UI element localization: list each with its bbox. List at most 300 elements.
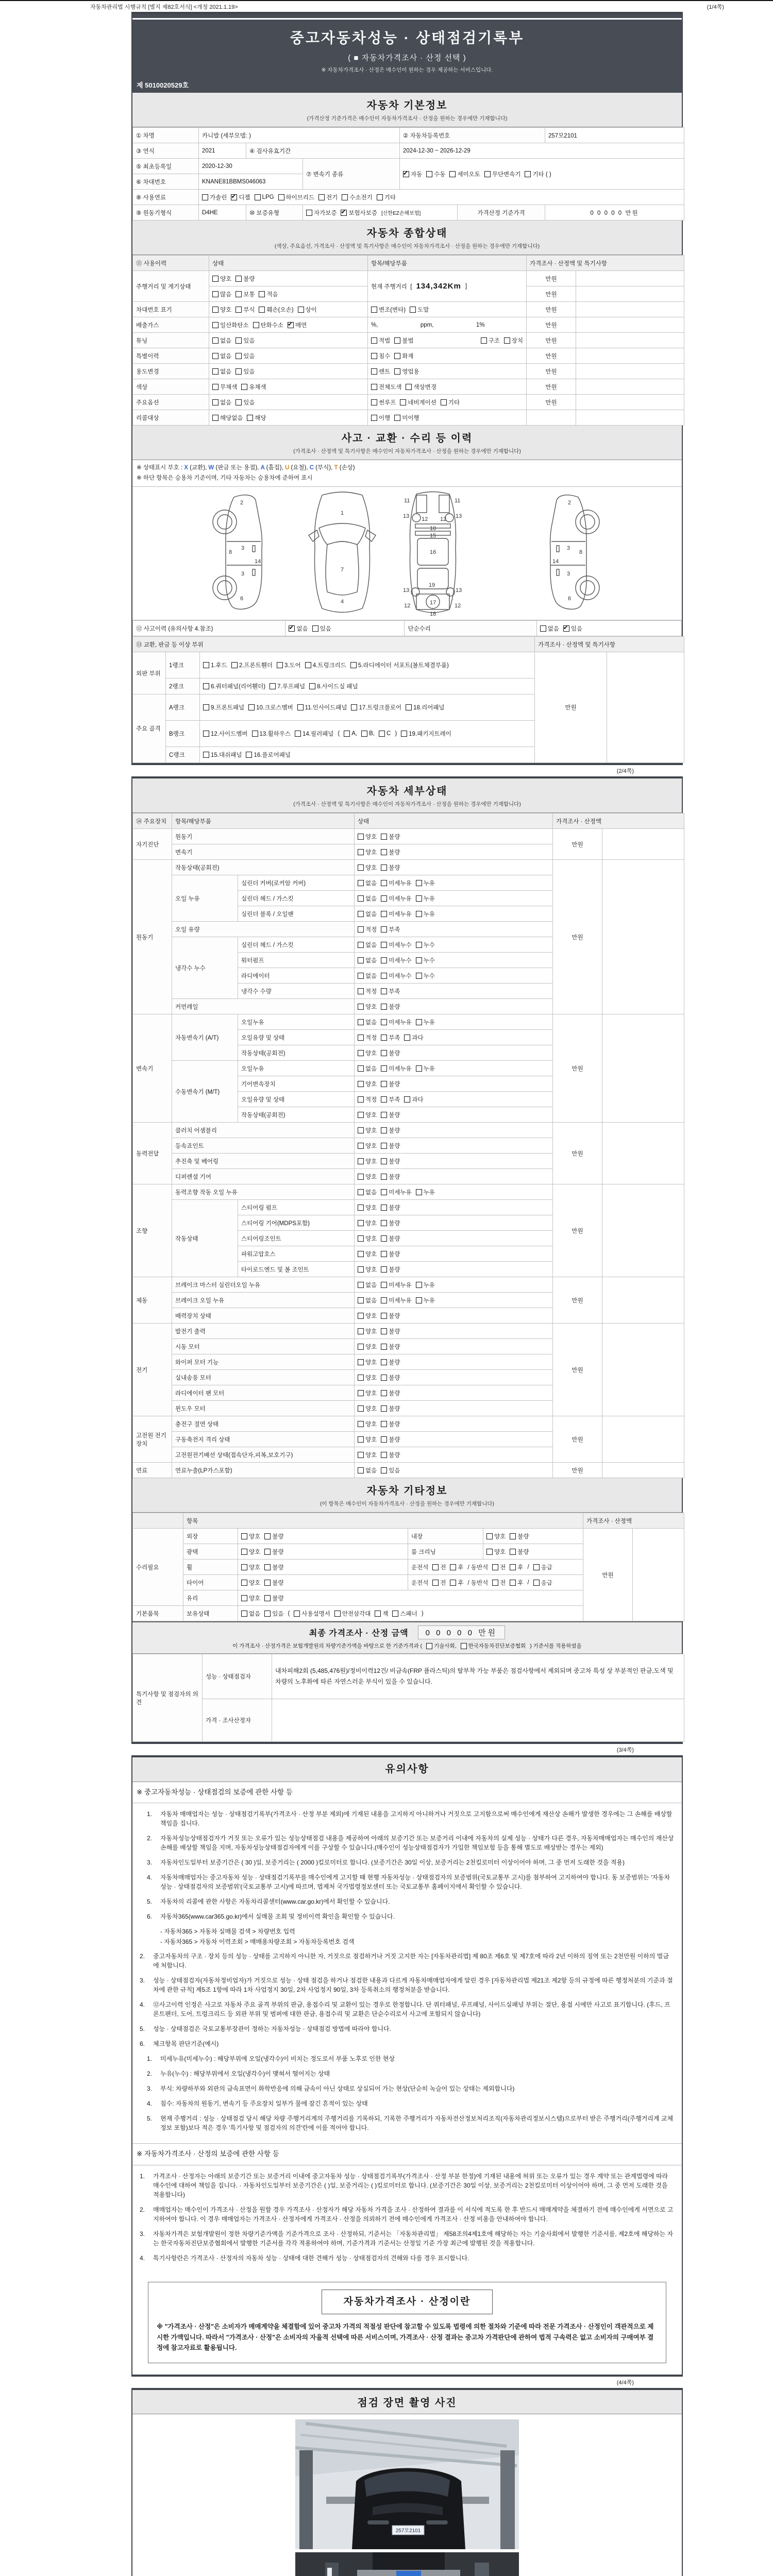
checkbox[interactable] [358, 1389, 377, 1397]
checkbox[interactable] [416, 972, 435, 980]
checkbox-box [510, 1549, 516, 1555]
checkbox-box [484, 171, 491, 177]
checkbox[interactable] [381, 1250, 400, 1258]
token-group [358, 1435, 549, 1444]
checkbox[interactable] [377, 193, 396, 201]
checkbox[interactable] [416, 1188, 435, 1196]
checkbox-box [358, 1390, 364, 1396]
checkbox[interactable] [450, 1579, 463, 1587]
checkbox[interactable] [381, 894, 411, 903]
checkbox[interactable] [450, 1563, 463, 1571]
checkbox[interactable] [381, 956, 411, 964]
checkbox-box [371, 368, 377, 375]
checkbox[interactable] [212, 367, 231, 376]
checkbox-box [334, 1611, 341, 1617]
checkbox[interactable] [358, 1033, 377, 1042]
checkbox-box [381, 1375, 387, 1381]
checkbox[interactable] [203, 730, 248, 738]
checkbox[interactable] [406, 703, 444, 711]
token-group [212, 336, 364, 345]
checkbox[interactable] [309, 682, 358, 690]
checkbox[interactable] [410, 306, 429, 314]
checkbox[interactable] [540, 624, 559, 633]
checkbox[interactable] [264, 1594, 283, 1602]
detail-price-cell: 만원 [553, 1324, 602, 1416]
detail-subitem-label: 스티어링 기어(MDPS포함) [238, 1215, 355, 1231]
checkbox[interactable] [381, 1343, 400, 1351]
checkbox[interactable] [381, 1404, 400, 1413]
checkbox[interactable] [358, 1157, 377, 1165]
text-token: 현재 주행거리 [ [371, 283, 412, 290]
svg-text:6: 6 [240, 596, 244, 602]
detail-state-cell [355, 922, 553, 937]
checkbox[interactable] [381, 1358, 400, 1366]
checkbox[interactable] [358, 1080, 377, 1088]
checkbox-box [358, 1127, 364, 1133]
checkbox[interactable] [255, 194, 274, 200]
checkbox[interactable] [381, 1281, 411, 1289]
checkbox[interactable] [358, 1451, 377, 1459]
checkbox[interactable] [231, 661, 273, 669]
notice-number: 2. [140, 2206, 145, 2213]
checkbox[interactable] [416, 941, 435, 949]
checkbox[interactable] [358, 1064, 377, 1073]
checkbox-label: A, [351, 731, 358, 737]
pricing-info-box [148, 2282, 666, 2363]
checkbox[interactable] [486, 1548, 506, 1556]
legend-desc: (교환), [190, 465, 209, 471]
checkbox[interactable] [236, 306, 255, 314]
checkbox-label: 양호 [249, 1564, 261, 1571]
checkbox[interactable] [358, 1003, 377, 1011]
checkbox-box [277, 662, 283, 668]
checkbox-box [381, 1436, 387, 1443]
checkbox-label: 없음 [365, 1297, 377, 1304]
checkbox[interactable] [358, 1358, 377, 1366]
overall-extra-cell [576, 395, 684, 410]
checkbox[interactable] [241, 1532, 260, 1540]
checkbox-box [252, 731, 258, 737]
checkbox[interactable] [381, 1111, 400, 1119]
checkbox-box [255, 194, 261, 200]
checkbox[interactable] [416, 1296, 435, 1304]
checkbox[interactable] [371, 367, 390, 376]
checkbox[interactable] [358, 1142, 377, 1150]
checkbox[interactable] [416, 894, 435, 903]
token-group [212, 275, 364, 283]
checkbox-box [358, 973, 364, 979]
checkbox[interactable] [358, 1343, 377, 1351]
detail-item-label: 브레이크 마스터 실린더오일 누유 [172, 1277, 355, 1293]
checkbox-box [351, 704, 357, 710]
checkbox[interactable] [381, 1142, 400, 1150]
checkbox[interactable] [371, 414, 390, 422]
checkbox[interactable] [342, 193, 372, 201]
checkbox[interactable] [212, 336, 231, 345]
checkbox[interactable] [358, 1374, 377, 1382]
checkbox[interactable] [381, 1296, 411, 1304]
checkbox[interactable] [416, 910, 435, 918]
checkbox[interactable] [375, 1609, 388, 1618]
checkbox[interactable] [236, 275, 255, 283]
checkbox[interactable] [416, 879, 435, 887]
checkbox[interactable] [381, 987, 400, 995]
rank-label: A랭크 [166, 694, 200, 721]
checkbox[interactable] [358, 925, 377, 934]
checkbox[interactable] [264, 1579, 283, 1587]
detail-item-label: 오일 누유 [172, 875, 238, 922]
checkbox[interactable] [358, 1173, 377, 1181]
checkbox[interactable] [461, 1642, 526, 1650]
checkbox[interactable] [358, 941, 377, 949]
other-state-cell [238, 1575, 408, 1590]
detail-item-label: 라디에이터 팬 모터 [172, 1385, 355, 1401]
checked-checkbox[interactable] [231, 193, 250, 201]
detail-price-cell: 만원 [553, 860, 602, 1014]
checkbox[interactable] [371, 306, 406, 314]
checkbox[interactable] [358, 894, 377, 903]
checkbox-box [525, 171, 531, 177]
checkbox[interactable] [241, 1548, 260, 1556]
checkbox[interactable] [381, 1204, 400, 1212]
checkbox[interactable] [381, 1064, 411, 1073]
checkbox[interactable] [358, 1466, 377, 1475]
checkbox[interactable] [298, 306, 317, 314]
checkbox[interactable] [246, 751, 291, 759]
checkbox[interactable] [294, 1609, 330, 1618]
checkbox[interactable] [533, 1579, 552, 1587]
checkbox[interactable] [358, 1265, 377, 1274]
text-token: ) 기준서를 적용하였음 [530, 1643, 582, 1650]
checkbox[interactable] [381, 910, 411, 918]
checkbox[interactable] [381, 1466, 400, 1475]
detail-state-cell [355, 1123, 553, 1138]
checkbox[interactable] [381, 1126, 400, 1134]
checkbox[interactable] [371, 336, 390, 345]
checkbox[interactable] [312, 624, 331, 633]
checkbox[interactable] [358, 1126, 377, 1134]
checkbox-label: 불량 [389, 1405, 400, 1412]
checkbox[interactable] [381, 1080, 400, 1088]
detail-price-cell: 만원 [553, 829, 602, 860]
checkbox[interactable] [278, 193, 315, 201]
checkbox-label: 미세누유 [389, 1282, 412, 1289]
checkbox[interactable] [358, 956, 377, 964]
checkbox[interactable] [392, 1609, 417, 1618]
checkbox-label: 양호 [494, 1549, 506, 1555]
overall-state-cell [209, 348, 368, 364]
checkbox[interactable] [236, 367, 255, 376]
checkbox[interactable] [381, 1389, 400, 1397]
checkbox[interactable] [361, 731, 375, 737]
checkbox[interactable] [404, 1033, 423, 1042]
checkbox[interactable] [371, 383, 401, 391]
checkbox[interactable] [351, 703, 401, 711]
checkbox[interactable] [381, 833, 400, 841]
checkbox[interactable] [381, 1265, 400, 1274]
checkbox[interactable] [358, 1234, 377, 1243]
checkbox[interactable] [241, 1563, 260, 1571]
checkbox[interactable] [381, 1157, 400, 1165]
checkbox-label: 없음 [220, 353, 232, 360]
detail-subitem-label: 스티어링조인트 [238, 1231, 355, 1246]
checkbox[interactable] [358, 1188, 377, 1196]
checkbox[interactable] [481, 336, 500, 345]
checkbox[interactable] [358, 987, 377, 995]
checkbox[interactable] [264, 1563, 283, 1571]
notice-item [147, 2054, 675, 2063]
checked-checkbox[interactable] [341, 209, 377, 217]
token-group [212, 290, 364, 298]
checkbox[interactable] [334, 1609, 371, 1618]
checkbox[interactable] [212, 383, 237, 391]
checkbox[interactable] [212, 306, 231, 314]
checkbox[interactable] [416, 1281, 435, 1289]
checkbox[interactable] [449, 170, 480, 178]
checkbox[interactable] [381, 1374, 400, 1382]
checkbox[interactable] [381, 972, 411, 980]
page-marker-3: (3/4쪽) [616, 1747, 634, 1754]
checkbox-label: 후 [458, 1564, 464, 1571]
checkbox-box [510, 1533, 516, 1539]
checkbox[interactable] [264, 1609, 283, 1618]
checkbox[interactable] [504, 336, 523, 345]
checkbox-label: 누유 [423, 1297, 435, 1304]
fuel-options [199, 190, 684, 205]
appraiser-label: 가격 · 조사산정자 [203, 1699, 272, 1742]
token-group [203, 703, 531, 711]
notice-number: 5. [140, 2025, 145, 2033]
token-group [403, 170, 681, 178]
checked-checkbox[interactable] [289, 624, 308, 633]
checkbox[interactable] [236, 336, 255, 345]
checkbox[interactable] [203, 682, 265, 690]
checkbox[interactable] [416, 956, 435, 964]
checkbox[interactable] [358, 1219, 377, 1227]
checkbox[interactable] [426, 1642, 457, 1650]
checkbox[interactable] [432, 1579, 446, 1587]
checkbox[interactable] [252, 730, 291, 738]
checkbox[interactable] [381, 848, 400, 856]
checkbox-box [563, 625, 569, 632]
checkbox[interactable] [533, 1563, 552, 1571]
checkbox[interactable] [381, 1173, 400, 1181]
token-group [212, 321, 364, 329]
checkbox-label: 없음 [220, 337, 232, 344]
checkbox[interactable] [241, 1609, 260, 1618]
checkbox[interactable] [358, 1420, 377, 1428]
checkbox[interactable] [358, 1204, 377, 1212]
checkbox[interactable] [441, 398, 460, 406]
svg-text:2: 2 [240, 500, 244, 506]
checkbox[interactable] [381, 879, 411, 887]
checkbox[interactable] [381, 1018, 411, 1026]
checkbox[interactable] [381, 1095, 400, 1104]
checkbox[interactable] [358, 848, 377, 856]
checkbox[interactable] [381, 1033, 400, 1042]
checked-checkbox[interactable] [563, 624, 582, 633]
year-label: ③ 연식 [133, 143, 199, 159]
token-group [202, 193, 681, 201]
checkbox-label: 6.쿼터패널(리어휀더) [211, 684, 266, 690]
inspector-label: 성능 · 상태점검자 [203, 1654, 272, 1699]
checkbox[interactable] [358, 1018, 377, 1026]
checkbox-box [381, 1158, 387, 1164]
checkbox[interactable] [416, 1018, 435, 1026]
checkbox[interactable] [381, 1188, 411, 1196]
checkbox[interactable] [212, 414, 243, 422]
text-token: ( [288, 1610, 290, 1617]
checkbox-label: 양호 [365, 1344, 377, 1350]
checkbox[interactable] [400, 398, 436, 406]
checkbox[interactable] [318, 193, 338, 201]
checkbox[interactable] [358, 1049, 377, 1057]
checkbox[interactable] [486, 1532, 506, 1540]
checkbox[interactable] [202, 193, 227, 201]
checkbox[interactable] [484, 170, 521, 178]
checkbox[interactable] [259, 306, 293, 314]
checkbox[interactable] [358, 972, 377, 980]
checkbox-label: 불량 [272, 1549, 284, 1555]
checkbox[interactable] [432, 1563, 446, 1571]
checkbox[interactable] [264, 1548, 283, 1556]
checkbox[interactable] [350, 661, 449, 669]
checkbox[interactable] [492, 1563, 506, 1571]
checkbox[interactable] [406, 383, 436, 391]
checkbox[interactable] [381, 1219, 400, 1227]
checkbox[interactable] [241, 1594, 260, 1602]
checkbox[interactable] [401, 730, 451, 738]
checkbox[interactable] [379, 731, 391, 737]
checkbox[interactable] [381, 1435, 400, 1444]
checkbox[interactable] [358, 1404, 377, 1413]
checkbox[interactable] [381, 1451, 400, 1459]
token-group [241, 1548, 405, 1556]
checkbox[interactable] [381, 1003, 400, 1011]
checkbox[interactable] [358, 1312, 377, 1320]
checkbox[interactable] [241, 1579, 260, 1587]
checkbox-box [394, 353, 400, 359]
checkbox[interactable] [371, 352, 390, 360]
checkbox[interactable] [525, 170, 551, 178]
checkbox[interactable] [492, 1579, 506, 1587]
checkbox[interactable] [358, 1281, 377, 1289]
checkbox[interactable] [394, 352, 413, 360]
checkbox[interactable] [381, 1234, 400, 1243]
checkbox[interactable] [381, 1420, 400, 1428]
checkbox[interactable] [510, 1532, 529, 1540]
checkbox[interactable] [212, 290, 231, 298]
checkbox[interactable] [305, 661, 346, 669]
checkbox[interactable] [241, 383, 266, 391]
checkbox[interactable] [212, 275, 231, 283]
checkbox-box [212, 415, 219, 421]
checkbox[interactable] [371, 398, 396, 406]
checkbox-label: 불량 [389, 865, 400, 871]
checkbox[interactable] [381, 1049, 400, 1057]
checkbox[interactable] [236, 290, 255, 298]
checkbox[interactable] [510, 1548, 529, 1556]
checkbox-label: 3.도어 [284, 663, 301, 669]
checkbox[interactable] [358, 1327, 377, 1335]
checkbox[interactable] [510, 1579, 523, 1587]
checkbox[interactable] [381, 863, 400, 872]
token-group [358, 1188, 549, 1196]
checkbox-label: 매연 [295, 322, 307, 329]
checkbox-label: 기타 [448, 399, 460, 406]
checkbox[interactable] [203, 661, 227, 669]
checkbox[interactable] [358, 1296, 377, 1304]
checkbox[interactable] [236, 398, 255, 406]
checkbox[interactable] [394, 414, 419, 422]
checkbox[interactable] [358, 1111, 377, 1119]
checkbox[interactable] [295, 730, 333, 738]
checkbox[interactable] [394, 367, 419, 376]
checkbox[interactable] [253, 321, 283, 329]
checkbox[interactable] [203, 703, 244, 711]
checkbox[interactable] [212, 321, 249, 329]
checkbox[interactable] [248, 703, 293, 711]
checkbox[interactable] [404, 1095, 423, 1104]
checkbox[interactable] [358, 863, 377, 872]
checkbox-label: 양호 [365, 1004, 377, 1010]
checkbox-label: 기술사회, [434, 1643, 457, 1650]
checkbox-label: 미세누유 [389, 1019, 412, 1026]
checkbox[interactable] [358, 1435, 377, 1444]
checkbox[interactable] [259, 290, 278, 298]
checkbox[interactable] [381, 1327, 400, 1335]
checkbox[interactable] [212, 398, 231, 406]
checkbox[interactable] [306, 209, 337, 217]
checkbox[interactable] [344, 731, 357, 737]
checked-checkbox[interactable] [403, 170, 422, 178]
checkbox-box [381, 1251, 387, 1257]
checkbox-label: 2.프론트휀더 [239, 663, 273, 669]
checkbox[interactable] [358, 910, 377, 918]
detail-group-label: 동력전달 [133, 1123, 172, 1184]
checkbox-label: 양호 [365, 1390, 377, 1397]
checkbox[interactable] [358, 1250, 377, 1258]
checkbox-box [248, 704, 255, 710]
detail-state-cell [355, 1463, 553, 1478]
checkbox[interactable] [358, 879, 377, 887]
checkbox[interactable] [203, 751, 242, 759]
detail-state-cell [355, 1107, 553, 1123]
detail-state-cell [355, 1447, 553, 1463]
checkbox[interactable] [358, 1095, 377, 1104]
checkbox[interactable] [510, 1563, 523, 1571]
checkbox[interactable] [381, 1312, 400, 1320]
checkbox[interactable] [381, 941, 411, 949]
checkbox[interactable] [212, 352, 231, 360]
checkbox[interactable] [381, 925, 400, 934]
checkbox[interactable] [277, 661, 301, 669]
checkbox-box [358, 865, 364, 871]
checkbox[interactable] [416, 1064, 435, 1073]
checkbox[interactable] [394, 336, 413, 345]
checkbox[interactable] [247, 414, 266, 422]
checked-checkbox[interactable] [288, 321, 307, 329]
checkbox[interactable] [236, 352, 255, 360]
checkbox[interactable] [270, 682, 305, 690]
checkbox-box [403, 171, 409, 177]
token-group [203, 661, 531, 669]
checkbox-box [358, 1251, 364, 1257]
checkbox[interactable] [264, 1532, 283, 1540]
checkbox[interactable] [297, 703, 347, 711]
checkbox[interactable] [358, 833, 377, 841]
checkbox[interactable] [426, 170, 445, 178]
